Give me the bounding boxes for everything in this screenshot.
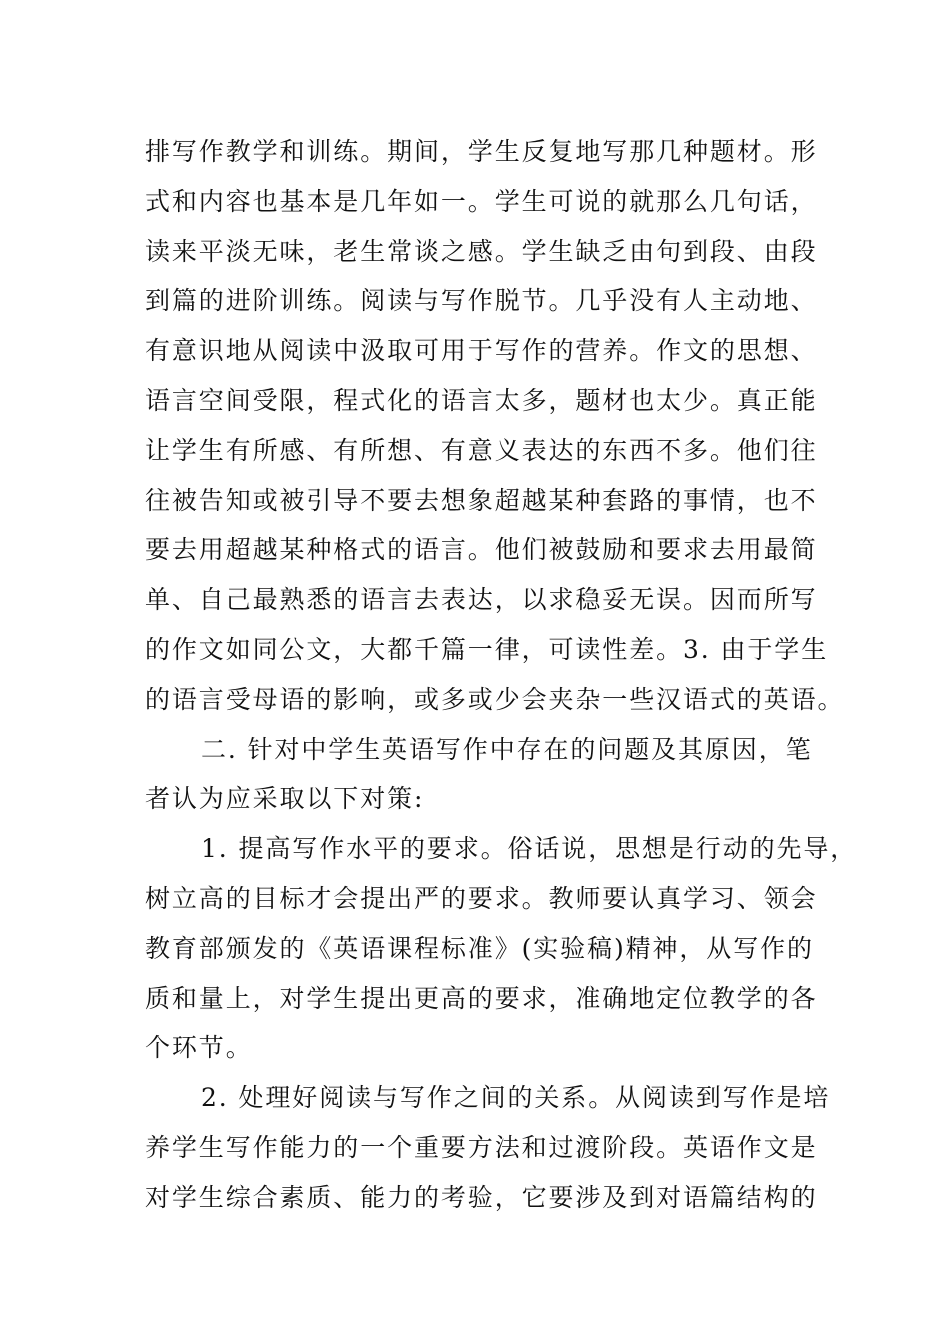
text-line: 质和量上，对学生提出更高的要求，准确地定位教学的各 (145, 983, 818, 1013)
text-line: 对学生综合素质、能力的考验，它要涉及到对语篇结构的 (145, 1182, 818, 1212)
text-line: 让学生有所感、有所想、有意义表达的东西不多。他们往 (145, 435, 818, 465)
text-line: 到篇的进阶训练。阅读与写作脱节。几乎没有人主动地、 (145, 286, 818, 316)
text-line: 要去用超越某种格式的语言。他们被鼓励和要求去用最简 (145, 535, 818, 565)
paragraph-start-line: 1. 提高写作水平的要求。俗话说，思想是行动的先导， (201, 834, 858, 864)
text-line: 者认为应采取以下对策: (145, 784, 425, 814)
text-line: 语言空间受限，程式化的语言太多，题材也太少。真正能 (145, 385, 818, 415)
text-line: 的语言受母语的影响，或多或少会夹杂一些汉语式的英语。 (145, 684, 845, 714)
text-line: 个环节。 (145, 1033, 253, 1063)
text-line: 式和内容也基本是几年如一。学生可说的就那么几句话， (145, 186, 818, 216)
text-line: 读来平淡无味，老生常谈之感。学生缺乏由句到段、由段 (145, 236, 818, 266)
text-line: 有意识地从阅读中汲取可用于写作的营养。作文的思想、 (145, 336, 818, 366)
text-line: 单、自己最熟悉的语言去表达，以求稳妥无误。因而所写 (145, 585, 818, 615)
text-line: 排写作教学和训练。期间，学生反复地写那几种题材。形 (145, 137, 818, 166)
text-line: 往被告知或被引导不要去想象超越某种套路的事情，也不 (145, 485, 818, 515)
section-heading-line: 二. 针对中学生英语写作中存在的问题及其原因，笔 (201, 734, 813, 764)
document-body (145, 127, 858, 1223)
text-line: 树立高的目标才会提出严的要求。教师要认真学习、领会 (145, 883, 818, 913)
text-line: 养学生写作能力的一个重要方法和过渡阶段。英语作文是 (145, 1132, 818, 1162)
text-line: 的作文如同公文，大都千篇一律，可读性差。3. 由于学生 (145, 634, 829, 664)
paragraph-start-line: 2. 处理好阅读与写作之间的关系。从阅读到写作是培 (201, 1083, 831, 1113)
text-line: 教育部颁发的《英语课程标准》(实验稿)精神，从写作的 (145, 933, 814, 963)
